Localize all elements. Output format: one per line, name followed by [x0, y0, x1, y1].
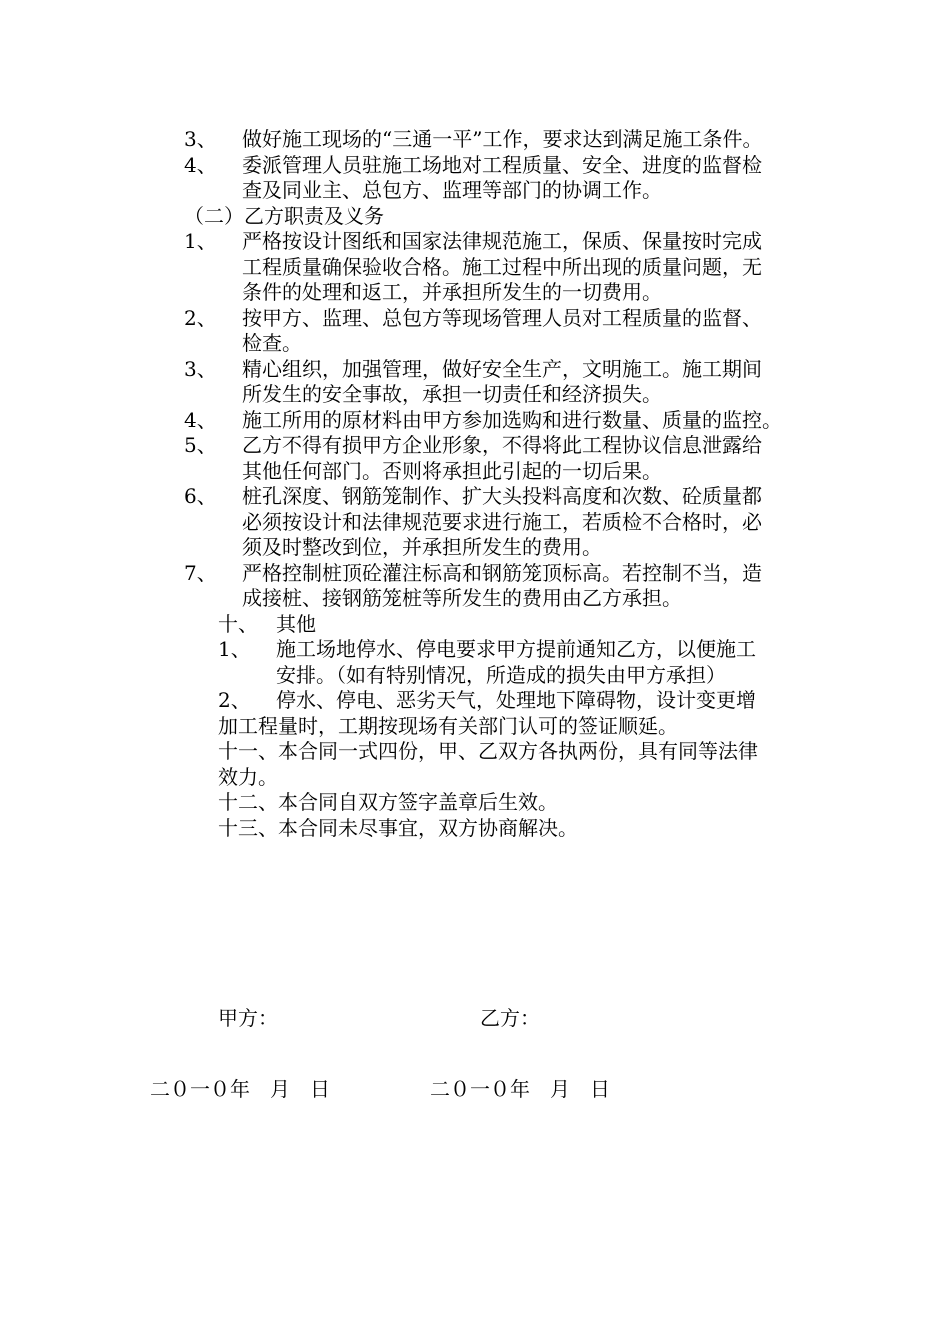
list-item-text: 桩孔深度、钢筋笼制作、扩大头投料高度和次数、砼质量都	[242, 484, 762, 508]
list-number: 4、	[184, 153, 217, 177]
list-item-text: 加工程量时，工期按现场有关部门认可的签证顺延。	[218, 714, 678, 738]
list-number: 3、	[184, 127, 217, 151]
list-item-text: 成接桩、接钢筋笼桩等所发生的费用由乙方承担。	[242, 586, 682, 610]
list-number: 4、	[184, 408, 217, 432]
party-a-label: 甲方：	[218, 1006, 278, 1030]
list-item-text: 安排。（如有特别情况，所造成的损失由甲方承担）	[276, 663, 726, 687]
list-item-text: 做好施工现场的“三通一平”工作，要求达到满足施工条件。	[242, 127, 763, 151]
list-item-text: 其他任何部门。否则将承担此引起的一切后果。	[242, 459, 662, 483]
list-item-text: 必须按设计和法律规范要求进行施工，若质检不合格时，必	[242, 510, 762, 534]
list-item-text: 委派管理人员驻施工场地对工程质量、安全、进度的监督检	[242, 153, 762, 177]
list-number: 2、	[218, 688, 251, 712]
list-number: 5、	[184, 433, 217, 457]
list-number: 6、	[184, 484, 217, 508]
list-item-text: 严格按设计图纸和国家法律规范施工，保质、保量按时完成	[242, 229, 762, 253]
section-title: 其他	[276, 612, 316, 636]
party-b-label: 乙方：	[480, 1006, 540, 1030]
clause-text: 效力。	[218, 765, 278, 789]
clause-text: 十三、本合同未尽事宜，双方协商解决。	[218, 816, 578, 840]
list-item-text: 乙方不得有损甲方企业形象，不得将此工程协议信息泄露给	[242, 433, 762, 457]
list-number: 1、	[218, 637, 251, 661]
list-item-text: 条件的处理和返工，并承担所发生的一切费用。	[242, 280, 662, 304]
list-number: 1、	[184, 229, 217, 253]
clause-text: 十二、本合同自双方签字盖章后生效。	[218, 790, 558, 814]
party-b-date: 二０一０年 月 日	[430, 1077, 610, 1101]
list-item-text: 查及同业主、总包方、监理等部门的协调工作。	[242, 178, 662, 202]
list-item-text: 须及时整改到位，并承担所发生的费用。	[242, 535, 602, 559]
list-item-text: 所发生的安全事故，承担一切责任和经济损失。	[242, 382, 662, 406]
section-heading: （二）乙方职责及义务	[184, 204, 384, 228]
party-a-date: 二０一０年 月 日	[150, 1077, 330, 1101]
list-number: 3、	[184, 357, 217, 381]
list-item-text: 停水、停电、恶劣天气，处理地下障碍物，设计变更增	[276, 688, 756, 712]
clause-text: 十一、本合同一式四份，甲、乙双方各执两份，具有同等法律	[218, 739, 758, 763]
list-number: 2、	[184, 306, 217, 330]
list-item-text: 精心组织，加强管理，做好安全生产，文明施工。施工期间	[242, 357, 762, 381]
list-item-text: 检查。	[242, 331, 302, 355]
section-number: 十、	[218, 612, 258, 636]
list-item-text: 按甲方、监理、总包方等现场管理人员对工程质量的监督、	[242, 306, 762, 330]
list-item-text: 施工所用的原材料由甲方参加选购和进行数量、质量的监控。	[242, 408, 782, 432]
list-item-text: 工程质量确保验收合格。施工过程中所出现的质量问题，无	[242, 255, 762, 279]
list-item-text: 严格控制桩顶砼灌注标高和钢筋笼顶标高。若控制不当，造	[242, 561, 762, 585]
list-item-text: 施工场地停水、停电要求甲方提前通知乙方，以便施工	[276, 637, 756, 661]
list-number: 7、	[184, 561, 217, 585]
